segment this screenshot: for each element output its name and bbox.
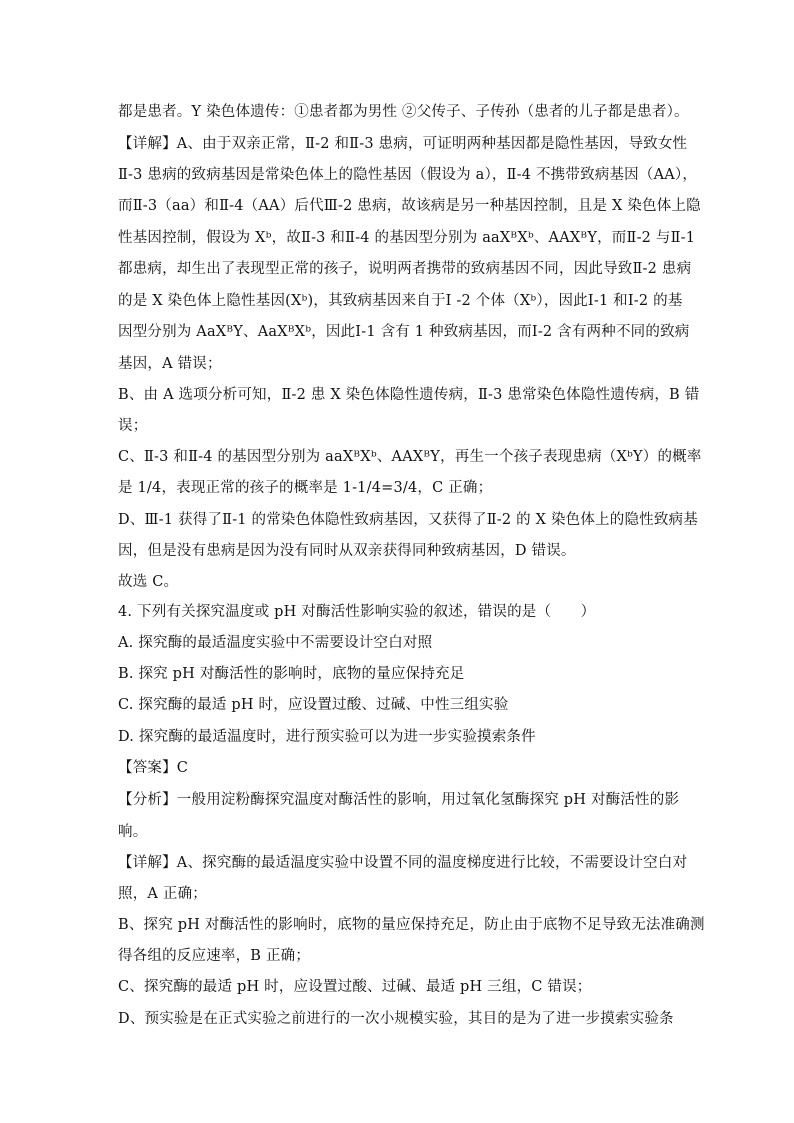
option-d: D. 探究酶的最适温度时，进行预实验可以为进一步实验摸索条件 — [118, 729, 536, 745]
text-line: 误； — [118, 418, 148, 434]
option-c: C. 探究酶的最适 pH 时，应设置过酸、过碱、中性三组实验 — [118, 697, 509, 713]
text-line: 因型分别为 AaXᴮY、AaXᴮXᵇ，因此Ⅰ-1 含有 1 种致病基因，而Ⅰ-2 含有两种不同的致病 — [118, 324, 690, 340]
text-line: 的是 X 染色体上隐性基因(Xᵇ)，其致病基因来自于Ⅰ -2 个体（Xᵇ），因此Ⅰ-1 和Ⅰ-2 的基 — [118, 293, 683, 309]
option-a: A. 探究酶的最适温度实验中不需要设计空白对照 — [118, 635, 433, 651]
analysis-line: 响。 — [118, 824, 148, 840]
analysis-line: 【分析】一般用淀粉酶探究温度对酶活性的影响，用过氧化氢酶探究 pH 对酶活性的影 — [118, 792, 680, 808]
text-line: Ⅱ-3 患病的致病基因是常染色体上的隐性基因（假设为 a），Ⅱ-4 不携带致病基因（AA）， — [118, 167, 698, 183]
text-line: 而Ⅱ-3（aa）和Ⅱ-4（AA）后代Ⅲ-2 患病，故该病是另一种基因控制，且是 X 染色体上隐 — [118, 198, 701, 214]
text-line: 性基因控制，假设为 Xᵇ，故Ⅱ-3 和Ⅱ-4 的基因型分别为 aaXᴮXᵇ、AAXᴮY，而Ⅱ-2 与Ⅱ-1 — [118, 230, 696, 246]
text-line: 因，但是没有患病是因为没有同时从双亲获得同种致病基因，D 错误。 — [118, 543, 576, 559]
detail-line: 照，A 正确； — [118, 886, 207, 902]
text-line: 是 1/4，表现正常的孩子的概率是 1-1/4=3/4，C 正确； — [118, 480, 493, 496]
text-line: 故选 C。 — [118, 574, 179, 590]
text-line: B、由 A 选项分析可知，Ⅱ-2 患 X 染色体隐性遗传病，Ⅱ-3 患常染色体隐性遗传病，B 错 — [118, 387, 700, 403]
text-line: 基因，A 错误； — [118, 356, 222, 372]
option-b: B. 探究 pH 对酶活性的影响时，底物的量应保持充足 — [118, 666, 465, 682]
text-line: 都患病，却生出了表现型正常的孩子，说明两者携带的致病基因不同，因此导致Ⅱ-2 患病 — [118, 261, 692, 277]
text-line: 都是患者。Y 染色体遗传：①患者都为男性 ②父传子、子传孙（患者的儿子都是患者）。 — [118, 104, 689, 120]
question-stem: 4. 下列有关探究温度或 pH 对酶活性影响实验的叙述，错误的是（ ） — [118, 604, 596, 620]
text-line: 【详解】A、由于双亲正常，Ⅱ-2 和Ⅱ-3 患病，可证明两种基因都是隐性基因，导致女性 — [118, 136, 688, 152]
answer-line: 【答案】C — [118, 760, 189, 776]
text-line: C、Ⅱ-3 和Ⅱ-4 的基因型分别为 aaXᴮXᵇ、AAXᴮY，再生一个孩子表现患病（XᵇY）的概率 — [118, 449, 702, 465]
detail-line: C、探究酶的最适 pH 时，应设置过酸、过碱、最适 pH 三组，C 错误； — [118, 979, 592, 995]
detail-line: 【详解】A、探究酶的最适温度实验中设置不同的温度梯度进行比较，不需要设计空白对 — [118, 855, 688, 871]
detail-line: 得各组的反应速率，B 正确； — [118, 948, 311, 964]
detail-line: D、预实验是在正式实验之前进行的一次小规模实验，其目的是为了进一步摸索实验条 — [118, 1011, 674, 1027]
text-line: D、Ⅲ-1 获得了Ⅱ-1 的常染色体隐性致病基因，又获得了Ⅱ-2 的 X 染色体上的隐性致病基 — [118, 512, 698, 528]
detail-line: B、探究 pH 对酶活性的影响时，底物的量应保持充足，防止由于底物不足导致无法准确测 — [118, 917, 705, 933]
